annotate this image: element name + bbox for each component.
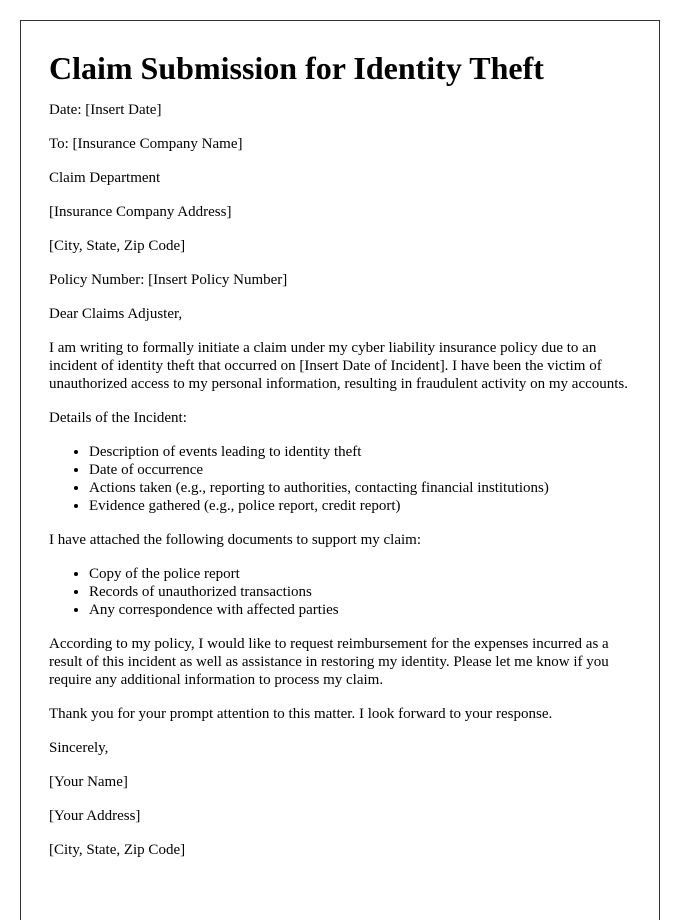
details-item: • Date of occurrence bbox=[89, 461, 631, 479]
details-list bbox=[49, 443, 631, 515]
reimbursement-paragraph: According to my policy, I would like to request reimbursement for the expenses incurred as a result of this incident as well as assistance in restoring my identity. Please let me know if you require any additional information to process my claim. bbox=[49, 636, 609, 688]
company-city-line: [City, State, Zip Code] bbox=[49, 238, 186, 254]
sender-city-line: [City, State, Zip Code] bbox=[49, 842, 186, 858]
attachments-list bbox=[49, 565, 631, 619]
closing: Sincerely, bbox=[49, 740, 109, 756]
salutation: Dear Claims Adjuster, bbox=[49, 306, 183, 322]
sender-address: [Your Address] bbox=[49, 808, 141, 824]
attachment-item: • Any correspondence with affected parties bbox=[89, 601, 631, 619]
letter-page bbox=[20, 20, 660, 920]
details-item: • Actions taken (e.g., reporting to authorities, contacting financial institutions) bbox=[89, 479, 631, 497]
recipient-line: To: [Insurance Company Name] bbox=[49, 136, 243, 152]
sender-name: [Your Name] bbox=[49, 774, 128, 790]
date-line: Date: [Insert Date] bbox=[49, 102, 162, 118]
policy-number-line: Policy Number: [Insert Policy Number] bbox=[49, 272, 288, 288]
letter-title: Claim Submission for Identity Theft bbox=[49, 50, 544, 86]
attachments-heading: I have attached the following documents to support my claim: bbox=[49, 532, 421, 548]
attachment-item: • Records of unauthorized transactions bbox=[89, 583, 631, 601]
details-item: • Evidence gathered (e.g., police report, credit report) bbox=[89, 497, 631, 515]
attachment-item: • Copy of the police report bbox=[89, 565, 631, 583]
details-item: • Description of events leading to identity theft bbox=[89, 443, 631, 461]
department-line: Claim Department bbox=[49, 170, 161, 186]
details-heading: Details of the Incident: bbox=[49, 410, 187, 426]
intro-paragraph: I am writing to formally initiate a claim under my cyber liability insurance policy due to an incident of identity theft that occurred on [Insert Date of Incident]. I have been the victim of unauthorized access to my personal information, resulting in fraudulent activity on my accounts. bbox=[49, 340, 629, 392]
company-address-line: [Insurance Company Address] bbox=[49, 204, 232, 220]
thanks-paragraph: Thank you for your prompt attention to this matter. I look forward to your response. bbox=[49, 706, 553, 722]
